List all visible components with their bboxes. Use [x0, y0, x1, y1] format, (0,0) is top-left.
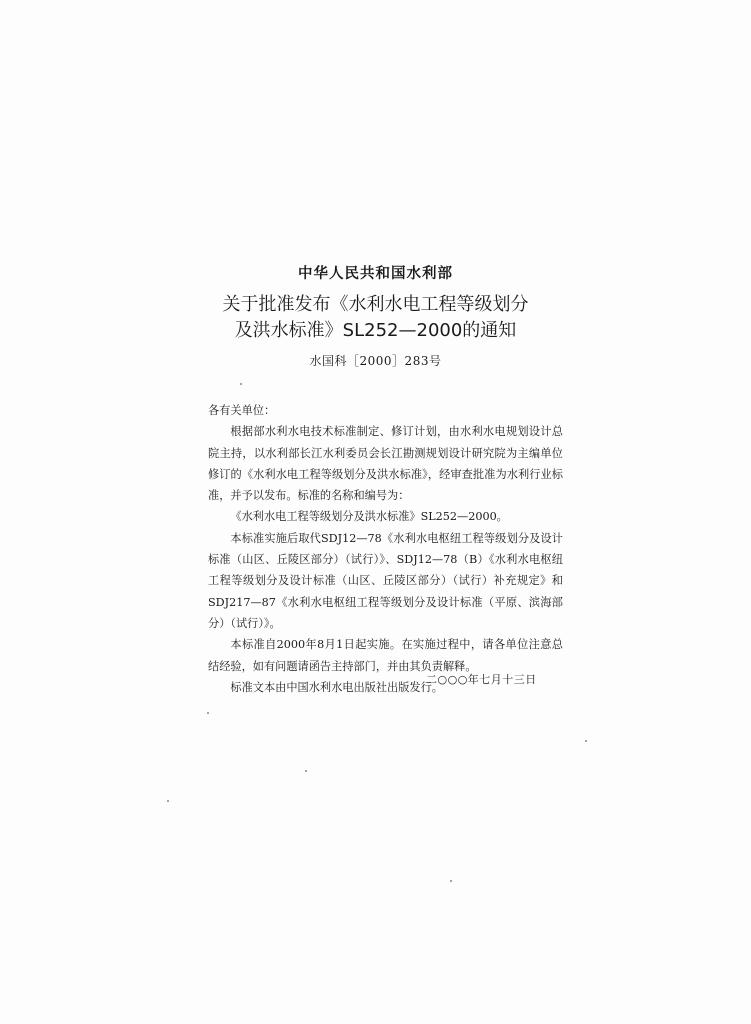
issue-date: 二○○○年七月十三日: [426, 673, 537, 686]
scan-speck: [585, 740, 587, 742]
scan-speck: [305, 770, 307, 772]
notice-title-line-1: 关于批准发布《水利水电工程等级划分: [222, 294, 529, 315]
paragraph-3: 本标准实施后取代SDJ12—78《水利水电枢纽工程等级划分及设计标准（山区、丘陵区部分）（试行）》、SDJ12—78（B）《水利水电枢纽工程等级划分及设计标准（山区、丘陵区部分）（试行）补充规定》和SDJ217—87《水利水电枢纽工程等级划分及设计标准（平原、滨海部分）（试行）》。: [208, 531, 563, 630]
paragraph-1: 根据部水利水电技术标准制定、修订计划，由水利水电规划设计总院主持，以水利部长江水利委员会长江勘测规划设计研究院为主编单位修订的《水利水电工程等级划分及洪水标准》，经审查批准为水利行业标准，并予以发布。标准的名称和编号为：: [208, 425, 563, 503]
salutation: 各有关单位：: [208, 404, 276, 417]
notice-body: [208, 400, 563, 698]
scan-speck: [167, 800, 169, 802]
scan-speck: [450, 880, 452, 882]
document-number: 水国科［2000］283号: [309, 354, 442, 368]
paragraph-5: 标准文本由中国水利水电出版社出版发行。: [230, 680, 443, 694]
scan-speck: [207, 712, 209, 714]
paragraph-2: 《水利水电工程等级划分及洪水标准》SL252—2000。: [230, 510, 508, 524]
paragraph-4: 本标准自2000年8月1日起实施。在实施过程中，请各单位注意总结经验，如有问题请函告主持部门，并由其负责解释。: [208, 638, 563, 673]
issuer-heading: 中华人民共和国水利部: [298, 265, 453, 282]
scan-speck: [240, 383, 242, 385]
notice-title-line-2: 及洪水标准》SL252—2000的通知: [234, 320, 517, 341]
notice-title: [0, 292, 751, 344]
